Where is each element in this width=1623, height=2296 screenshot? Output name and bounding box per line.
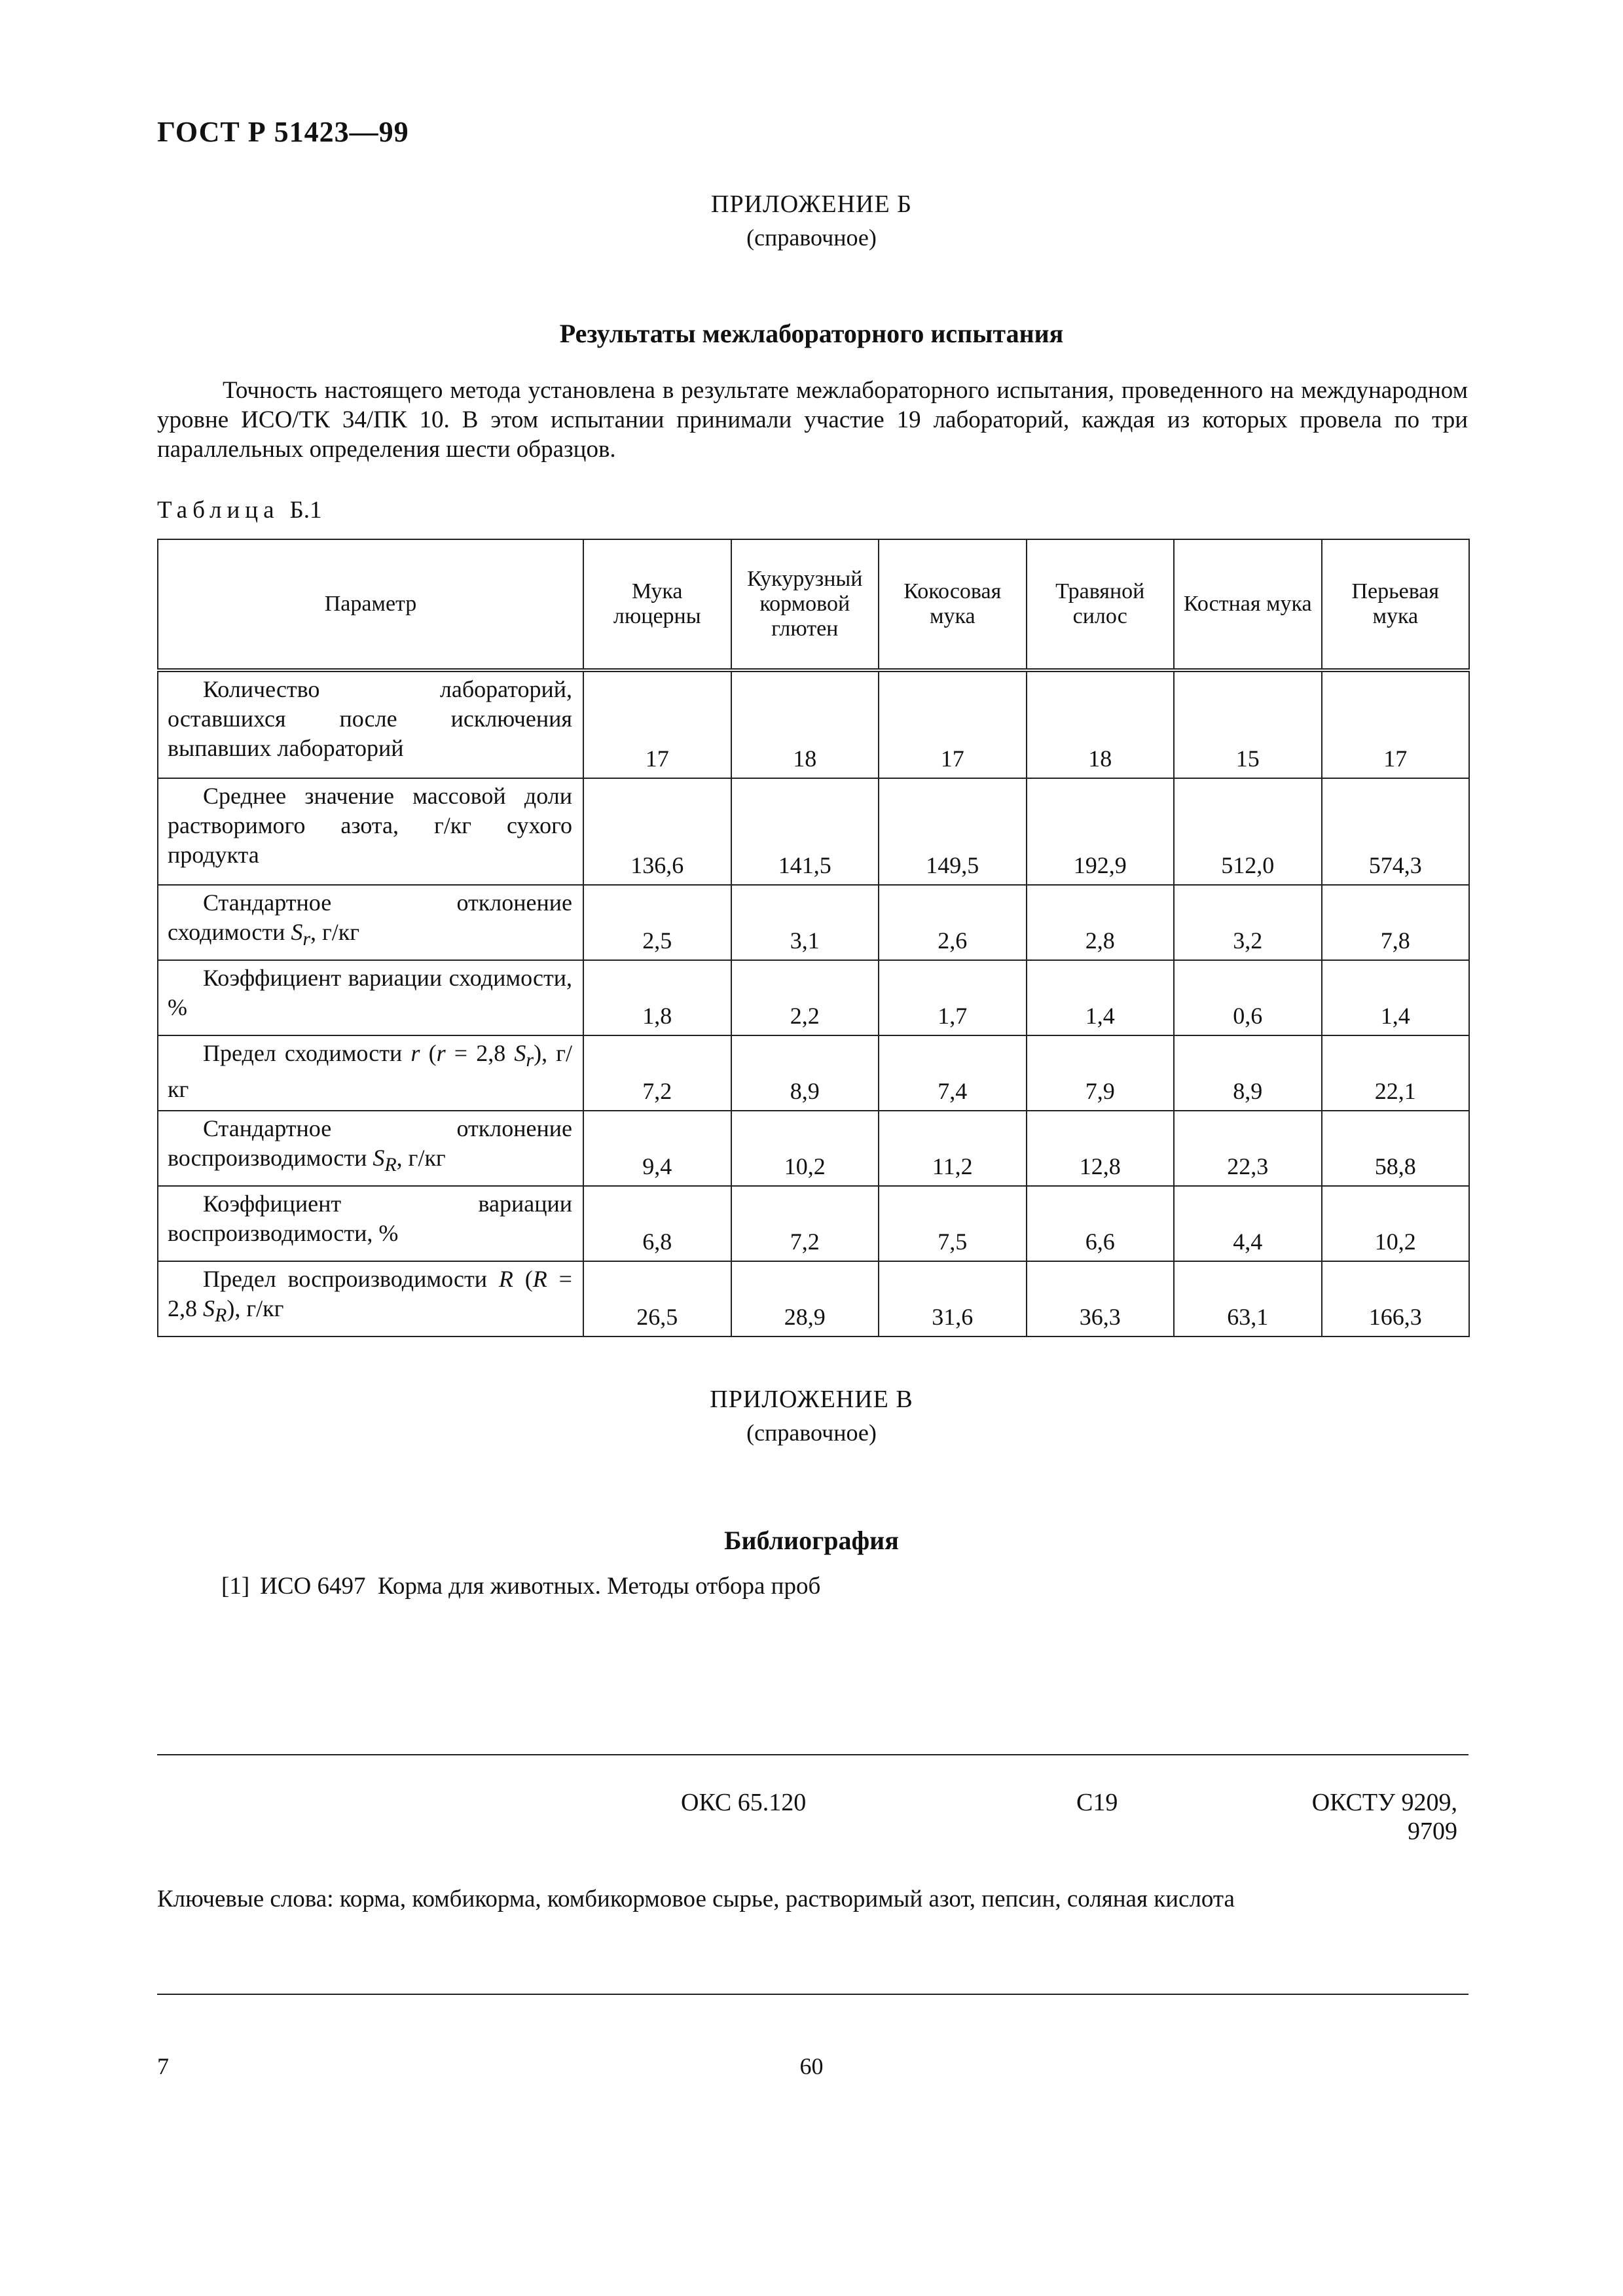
appendix-v-subtitle: (справочное) xyxy=(746,1420,877,1446)
table-cell: 9,4 xyxy=(583,1111,731,1186)
divider-top xyxy=(157,1754,1468,1755)
row-param-reproducibility-limit: Предел воспроизводимости R (R = 2,8 $S_R$), г/кг xyxy=(158,1261,583,1336)
table-cell: 22,1 xyxy=(1322,1035,1470,1111)
table-cell: 12,8 xyxy=(1027,1111,1175,1186)
table-cell: 36,3 xyxy=(1027,1261,1175,1336)
table-cell: 7,4 xyxy=(879,1035,1027,1111)
table-cell: 63,1 xyxy=(1174,1261,1322,1336)
table-cell: 3,1 xyxy=(731,885,879,960)
row-param-mean-nitrogen: Среднее значение массовой доли растворимого азота, г/кг сухого продукта xyxy=(158,778,583,885)
table-header-row xyxy=(158,539,1469,670)
bibliography-item-number: [1] xyxy=(221,1573,250,1600)
header-grass-silage: Травяной силос xyxy=(1027,539,1175,670)
row-param-repeatability-sd: Стандартное отклонение сходимости $S_r$, г/кг xyxy=(158,885,583,960)
table-cell: 7,2 xyxy=(583,1035,731,1111)
header-parameter: Параметр xyxy=(158,539,583,670)
table-cell: 192,9 xyxy=(1027,778,1175,885)
row-param-repeatability-cv: Коэффициент вариации сходимости, % xyxy=(158,960,583,1035)
keywords: Ключевые слова: корма, комбикорма, комбикормовое сырье, растворимый азот, пепсин, соляная кислота xyxy=(157,1886,1235,1912)
bibliography-item-text: ИСО 6497 Корма для животных. Методы отбора проб xyxy=(260,1573,821,1600)
table-cell: 1,4 xyxy=(1322,960,1470,1035)
table-cell: 7,8 xyxy=(1322,885,1470,960)
table-cell: 3,2 xyxy=(1174,885,1322,960)
page-number: 60 xyxy=(799,2053,824,2079)
appendix-b-section-title: Результаты межлабораторного испытания xyxy=(559,319,1064,348)
table-caption-label: Таблица xyxy=(157,497,280,524)
table-cell: 2,5 xyxy=(583,885,731,960)
okstu-code-line1: ОКСТУ 9209, xyxy=(1311,1789,1457,1816)
table-cell: 18 xyxy=(1027,670,1175,778)
bibliography-title: Библиография xyxy=(724,1526,899,1555)
table-cell: 26,5 xyxy=(583,1261,731,1336)
appendix-v-title: ПРИЛОЖЕНИЕ В xyxy=(710,1386,913,1413)
table-cell: 7,9 xyxy=(1027,1035,1175,1111)
appendix-b-title: ПРИЛОЖЕНИЕ Б xyxy=(711,190,912,218)
row-param-repeatability-limit: Предел сходимости r (r = 2,8 $S_r$), г/кг xyxy=(158,1035,583,1111)
header-alfalfa-meal: Мука люцерны xyxy=(583,539,731,670)
table-cell: 17 xyxy=(879,670,1027,778)
oks-code: ОКС 65.120 xyxy=(681,1789,807,1816)
document-code: ГОСТ Р 51423—99 xyxy=(157,116,409,148)
row-param-reproducibility-sd: Стандартное отклонение воспроизводимости $S_R$, г/кг xyxy=(158,1111,583,1186)
table-cell: 58,8 xyxy=(1322,1111,1470,1186)
table-cell: 149,5 xyxy=(879,778,1027,885)
table-cell: 17 xyxy=(583,670,731,778)
table-cell: 11,2 xyxy=(879,1111,1027,1186)
row-param-reproducibility-cv: Коэффициент вариации воспроизводимости, % xyxy=(158,1186,583,1261)
table-cell: 1,7 xyxy=(879,960,1027,1035)
table-cell: 15 xyxy=(1174,670,1322,778)
table-cell: 28,9 xyxy=(731,1261,879,1336)
okstu-code xyxy=(1244,1788,1457,1846)
table-cell: 31,6 xyxy=(879,1261,1027,1336)
table-cell: 6,8 xyxy=(583,1186,731,1261)
table-cell: 1,4 xyxy=(1027,960,1175,1035)
table-row xyxy=(158,778,1469,885)
table-row xyxy=(158,885,1469,960)
table-cell: 574,3 xyxy=(1322,778,1470,885)
results-table xyxy=(157,539,1470,1337)
table-cell: 22,3 xyxy=(1174,1111,1322,1186)
table-row xyxy=(158,670,1469,778)
divider-bottom xyxy=(157,1994,1468,1995)
c-code: С19 xyxy=(1076,1789,1118,1816)
table-cell: 6,6 xyxy=(1027,1186,1175,1261)
table-row xyxy=(158,1035,1469,1111)
table-cell: 166,3 xyxy=(1322,1261,1470,1336)
table-row xyxy=(158,1261,1469,1336)
table-row xyxy=(158,960,1469,1035)
okstu-code-line2: 9709 xyxy=(1408,1818,1457,1845)
appendix-b-subtitle: (справочное) xyxy=(746,224,877,251)
table-cell: 8,9 xyxy=(731,1035,879,1111)
table-cell: 512,0 xyxy=(1174,778,1322,885)
table-cell: 1,8 xyxy=(583,960,731,1035)
header-coconut-meal: Кокосовая мука xyxy=(879,539,1027,670)
intro-paragraph-text: Точность настоящего метода установлена в результате межлабораторного испытания, проведенного на международном уровне ИСО/ТК 34/ПК 10. В этом испытании принимали участие 19 лабораторий, каждая из которых провела по три параллельных определения шести образцов. xyxy=(157,377,1468,463)
table-cell: 10,2 xyxy=(731,1111,879,1186)
table-cell: 2,8 xyxy=(1027,885,1175,960)
table-cell: 4,4 xyxy=(1174,1186,1322,1261)
table-cell: 0,6 xyxy=(1174,960,1322,1035)
table-cell: 2,6 xyxy=(879,885,1027,960)
bibliography-item xyxy=(221,1572,820,1600)
table-caption xyxy=(157,496,322,524)
table-row xyxy=(158,1186,1469,1261)
table-cell: 7,2 xyxy=(731,1186,879,1261)
table-cell: 141,5 xyxy=(731,778,879,885)
table-cell: 10,2 xyxy=(1322,1186,1470,1261)
table-cell: 8,9 xyxy=(1174,1035,1322,1111)
table-caption-number: Б.1 xyxy=(289,497,322,524)
header-feather-meal: Перьевая мука xyxy=(1322,539,1470,670)
footer-left-number: 7 xyxy=(157,2053,169,2079)
table-cell: 136,6 xyxy=(583,778,731,885)
table-cell: 2,2 xyxy=(731,960,879,1035)
header-bone-meal: Костная мука xyxy=(1174,539,1322,670)
header-corn-gluten: Кукурузный кормовой глютен xyxy=(731,539,879,670)
row-param-lab-count: Количество лабораторий, оставшихся после исключения выпавших лабораторий xyxy=(158,670,583,778)
table-cell: 18 xyxy=(731,670,879,778)
table-row xyxy=(158,1111,1469,1186)
table-cell: 17 xyxy=(1322,670,1470,778)
table-cell: 7,5 xyxy=(879,1186,1027,1261)
intro-paragraph xyxy=(157,376,1468,464)
